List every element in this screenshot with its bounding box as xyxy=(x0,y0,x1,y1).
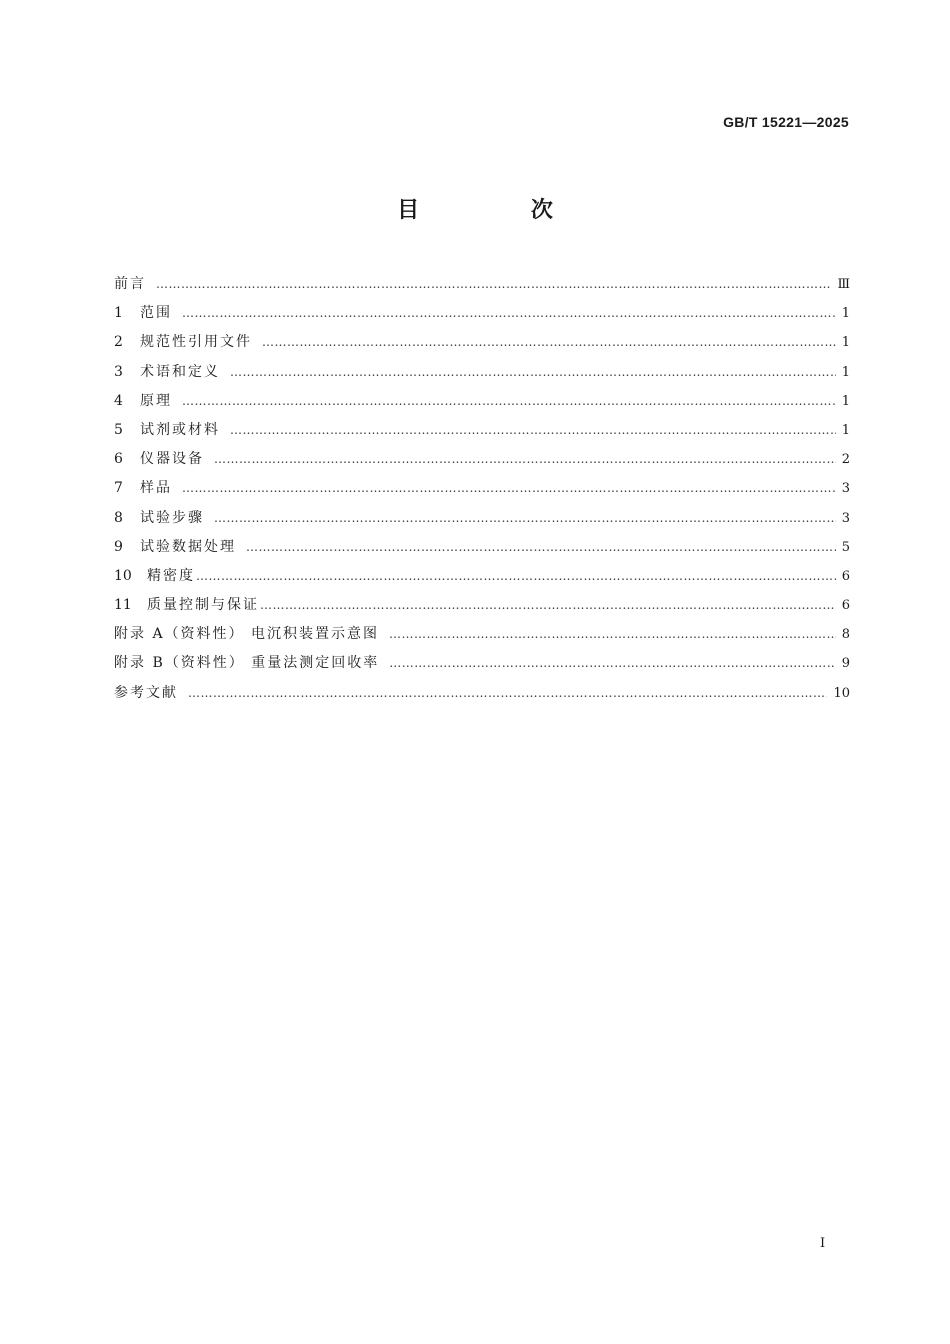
toc-entry-label: 原理 xyxy=(140,392,172,409)
toc-entry-label: 规范性引用文件 xyxy=(140,334,252,351)
toc-entry-number: 6 xyxy=(114,451,123,468)
toc-entry-label: 前言 xyxy=(114,276,146,292)
toc-entry-label: 参考文献 xyxy=(114,684,178,701)
toc-entry-page: 8 xyxy=(841,627,850,643)
toc-dot-leader xyxy=(156,270,831,299)
toc-entry-bibliography[interactable] xyxy=(114,679,850,708)
toc-entry-quality-control[interactable] xyxy=(114,591,850,620)
toc-entry-number: 10 xyxy=(114,567,132,584)
toc-entry-page: 9 xyxy=(841,656,850,672)
toc-entry-label: 附录 A（资料性） 电沉积装置示意图 xyxy=(114,626,380,643)
toc-dot-leader xyxy=(214,504,836,533)
toc-entry-number: 4 xyxy=(114,392,123,409)
toc-entry-label: 仪器设备 xyxy=(140,451,204,468)
toc-entry-label: 质量控制与保证 xyxy=(147,597,259,614)
toc-entry-number: 11 xyxy=(114,597,132,614)
toc-dot-leader xyxy=(230,416,836,445)
toc-entry-page: 1 xyxy=(841,422,850,438)
toc-dot-leader xyxy=(188,679,827,708)
toc-entry-page: 1 xyxy=(841,335,850,351)
toc-entry-annex-a[interactable] xyxy=(114,620,850,649)
toc-entry-page: 3 xyxy=(841,481,850,497)
standard-number: GB/T 15221—2025 xyxy=(723,114,849,130)
toc-dot-leader xyxy=(389,649,836,678)
toc-dot-leader xyxy=(246,533,836,562)
toc-entry-reagents[interactable] xyxy=(114,416,850,445)
toc-dot-leader xyxy=(262,328,836,357)
toc-entry-sample[interactable] xyxy=(114,474,850,503)
toc-entry-page: 10 xyxy=(833,685,850,701)
toc-entry-label: 试验步骤 xyxy=(140,509,204,526)
toc-entry-number: 7 xyxy=(114,480,123,497)
toc-entry-label: 附录 B（资料性） 重量法测定回收率 xyxy=(114,655,380,672)
toc-entry-number: 9 xyxy=(114,538,123,555)
toc-entry-page: 5 xyxy=(841,539,850,555)
toc-entry-page: Ⅲ xyxy=(837,277,850,292)
toc-entry-precision[interactable] xyxy=(114,562,850,591)
page-title: 目 次 xyxy=(397,198,605,223)
toc-entry-page: 2 xyxy=(841,452,850,468)
toc-entry-normative-references[interactable] xyxy=(114,328,850,357)
toc-entry-annex-b[interactable] xyxy=(114,649,850,678)
toc-entry-label: 精密度 xyxy=(147,567,195,584)
toc-entry-page: 1 xyxy=(841,306,850,322)
toc-entry-number: 2 xyxy=(114,334,123,351)
toc-entry-number: 5 xyxy=(114,421,123,438)
toc-dot-leader xyxy=(182,474,836,503)
toc-dot-leader xyxy=(196,562,836,591)
toc-entry-number: 1 xyxy=(114,305,123,322)
table-of-contents xyxy=(114,270,850,708)
toc-entry-principle[interactable] xyxy=(114,387,850,416)
toc-entry-label: 术语和定义 xyxy=(140,363,220,380)
toc-entry-number: 3 xyxy=(114,363,123,380)
toc-dot-leader xyxy=(260,591,836,620)
toc-dot-leader xyxy=(182,299,836,328)
toc-dot-leader xyxy=(230,358,836,387)
toc-entry-label: 试验数据处理 xyxy=(140,538,236,555)
toc-entry-page: 6 xyxy=(841,598,850,614)
toc-dot-leader xyxy=(182,387,836,416)
toc-entry-terms-definitions[interactable] xyxy=(114,358,850,387)
toc-entry-number: 8 xyxy=(114,509,123,526)
toc-dot-leader xyxy=(389,620,836,649)
toc-dot-leader xyxy=(214,445,836,474)
toc-entry-page: 3 xyxy=(841,510,850,526)
toc-entry-page: 1 xyxy=(841,393,850,409)
toc-entry-scope[interactable] xyxy=(114,299,850,328)
toc-entry-data-processing[interactable] xyxy=(114,533,850,562)
toc-entry-label: 试剂或材料 xyxy=(140,421,220,438)
toc-entry-foreword[interactable] xyxy=(114,270,850,299)
toc-entry-page: 1 xyxy=(841,364,850,380)
page-number: I xyxy=(820,1236,826,1251)
toc-entry-label: 样品 xyxy=(140,480,172,497)
toc-entry-apparatus[interactable] xyxy=(114,445,850,474)
toc-entry-procedure[interactable] xyxy=(114,504,850,533)
toc-entry-page: 6 xyxy=(841,568,850,584)
toc-entry-label: 范围 xyxy=(140,305,172,322)
